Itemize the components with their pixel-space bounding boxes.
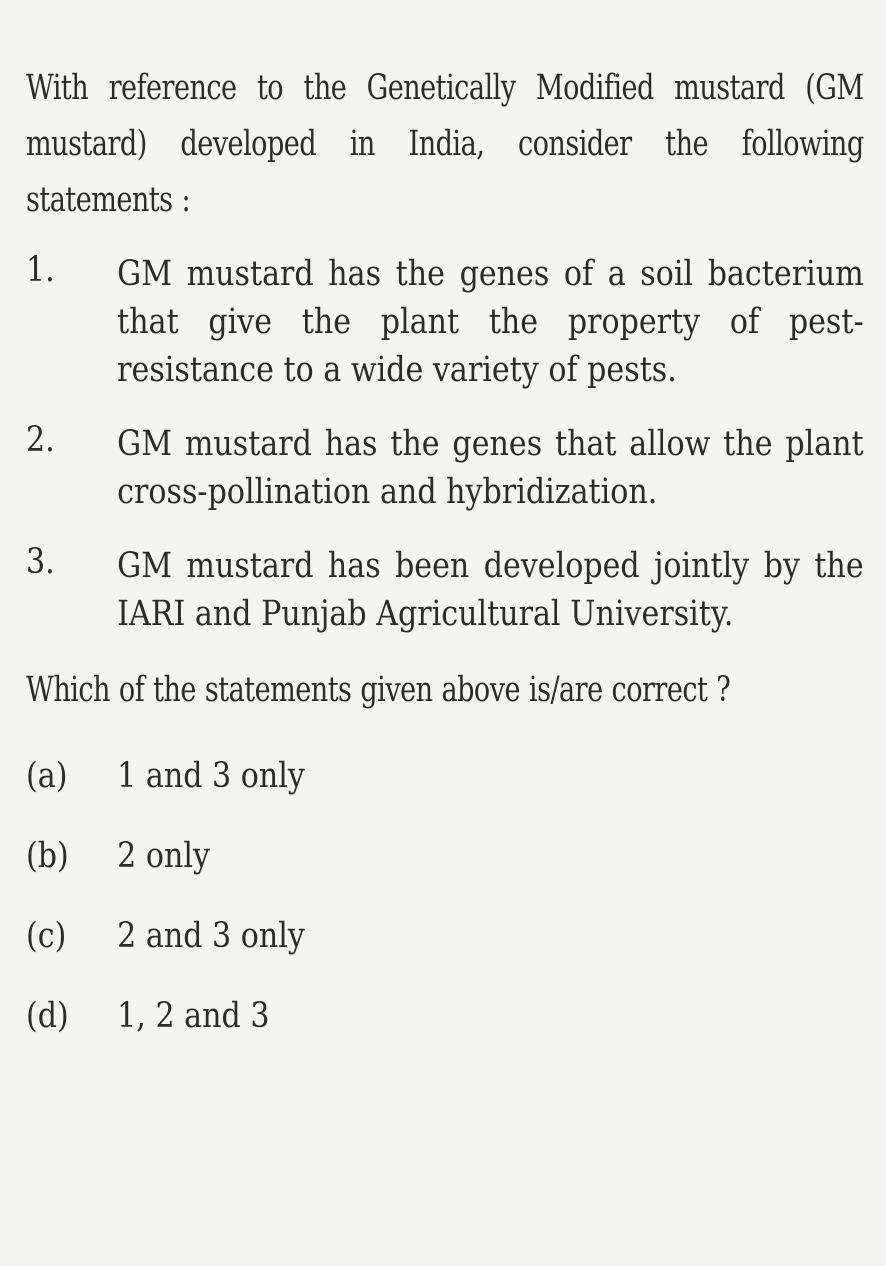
question-prompt: Which of the statements given above is/are correct ? — [26, 670, 731, 710]
statement-1 — [26, 250, 864, 394]
question-intro: With reference to the Genetically Modified mustard (GM mustard) developed in India, consider the following statements : — [26, 68, 864, 220]
option-text: 2 only — [117, 836, 211, 876]
statement-text: GM mustard has the genes of a soil bacterium that give the plant the property of pest-resistance to a wide variety of pests. — [117, 254, 864, 390]
statement-text: GM mustard has been developed jointly by the IARI and Punjab Agricultural University. — [117, 546, 864, 634]
option-text: 1 and 3 only — [117, 756, 305, 796]
option-text: 1, 2 and 3 — [117, 996, 270, 1036]
option-d[interactable] — [26, 976, 864, 1056]
option-letter: (a) — [26, 756, 68, 796]
answer-options — [26, 736, 864, 1056]
question-content — [26, 60, 864, 1056]
option-text: 2 and 3 only — [117, 916, 305, 956]
option-letter: (d) — [26, 996, 69, 1036]
question-page — [26, 60, 864, 1056]
statement-2 — [26, 420, 864, 516]
statement-number: 3. — [26, 542, 55, 582]
statement-3 — [26, 542, 864, 638]
option-b[interactable] — [26, 816, 864, 896]
option-c[interactable] — [26, 896, 864, 976]
option-letter: (b) — [26, 836, 69, 876]
statement-number: 1. — [26, 250, 55, 290]
option-letter: (c) — [26, 916, 67, 956]
option-a[interactable] — [26, 736, 864, 816]
statement-number: 2. — [26, 420, 55, 460]
statement-text: GM mustard has the genes that allow the plant cross-pollination and hybridization. — [117, 424, 864, 512]
